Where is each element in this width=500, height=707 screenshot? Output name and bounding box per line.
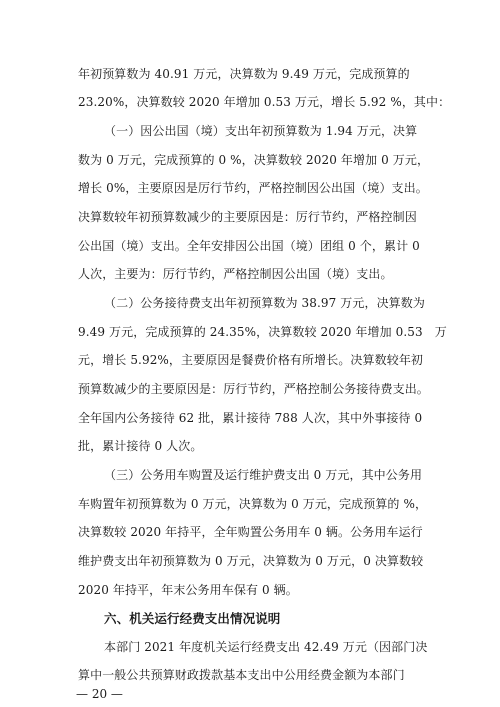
text-line-22: 算中一般公共预算财政拨款基本支出中公用经费金额为本部门: [78, 668, 405, 682]
text-line-14: 批，累计接待 0 人次。: [78, 439, 203, 453]
text-line-12: 预算数减少的主要原因是：厉行节约，严格控制公务接待费支出。: [78, 382, 429, 396]
text-line-16: 车购置年初预算数为 0 万元，决算数为 0 万元，完成预算的 %，: [78, 497, 428, 511]
text-line-18: 维护费支出年初预算数为 0 万元，决算数为 0 万元，0 决算数较: [78, 554, 424, 568]
paragraph-2-start: （二）公务接待费支出年初预算数为 38.97 万元，决算数为: [104, 296, 425, 310]
text-line-1: 年初预算数为 40.91 万元，决算数为 9.49 万元，完成预算的: [78, 67, 410, 81]
paragraph-1-start: （一）因公出国（境）支出年初预算数为 1.94 万元，决算: [104, 124, 418, 138]
text-line-6: 决算数较年初预算数减少的主要原因是：厉行节约，严格控制因: [78, 210, 417, 224]
text-line-10: 9.49 万元，完成预算的 24.35%，决算数较 2020 年增加 0.53 万: [78, 325, 447, 339]
paragraph-3-start: （三）公务用车购置及运行维护费支出 0 万元，其中公务用: [104, 468, 423, 482]
text-line-7: 公出国（境）支出。全年安排因公出国（境）团组 0 个，累计 0: [78, 239, 420, 253]
paragraph-4-start: 本部门 2021 年度机关运行经费支出 42.49 万元（因部门决: [104, 640, 428, 654]
text-line-5: 增长 0%，主要原因是厉行节约，严格控制因公出国（境）支出。: [78, 181, 428, 195]
page-number: — 20 —: [76, 687, 123, 701]
text-line-17: 决算数较 2020 年持平，全年购置公务用车 0 辆。公务用车运行: [78, 525, 423, 539]
text-line-4: 数为 0 万元，完成预算的 0 %，决算数较 2020 年增加 0 万元，: [78, 153, 430, 167]
text-line-2: 23.20%，决算数较 2020 年增加 0.53 万元，增长 5.92 %，其中：: [78, 95, 451, 109]
text-line-19: 2020 年持平，年末公务用车保有 0 辆。: [78, 583, 298, 597]
text-line-13: 全年国内公务接待 62 批，累计接待 788 人次，其中外事接待 0: [78, 411, 423, 425]
text-line-11: 元，增长 5.92%，主要原因是餐费价格有所增长。决算数较年初: [78, 353, 424, 367]
section-heading: 六、机关运行经费支出情况说明: [104, 611, 281, 626]
text-line-8: 人次，主要为：厉行节约，严格控制因公出国（境）支出。: [78, 267, 393, 281]
